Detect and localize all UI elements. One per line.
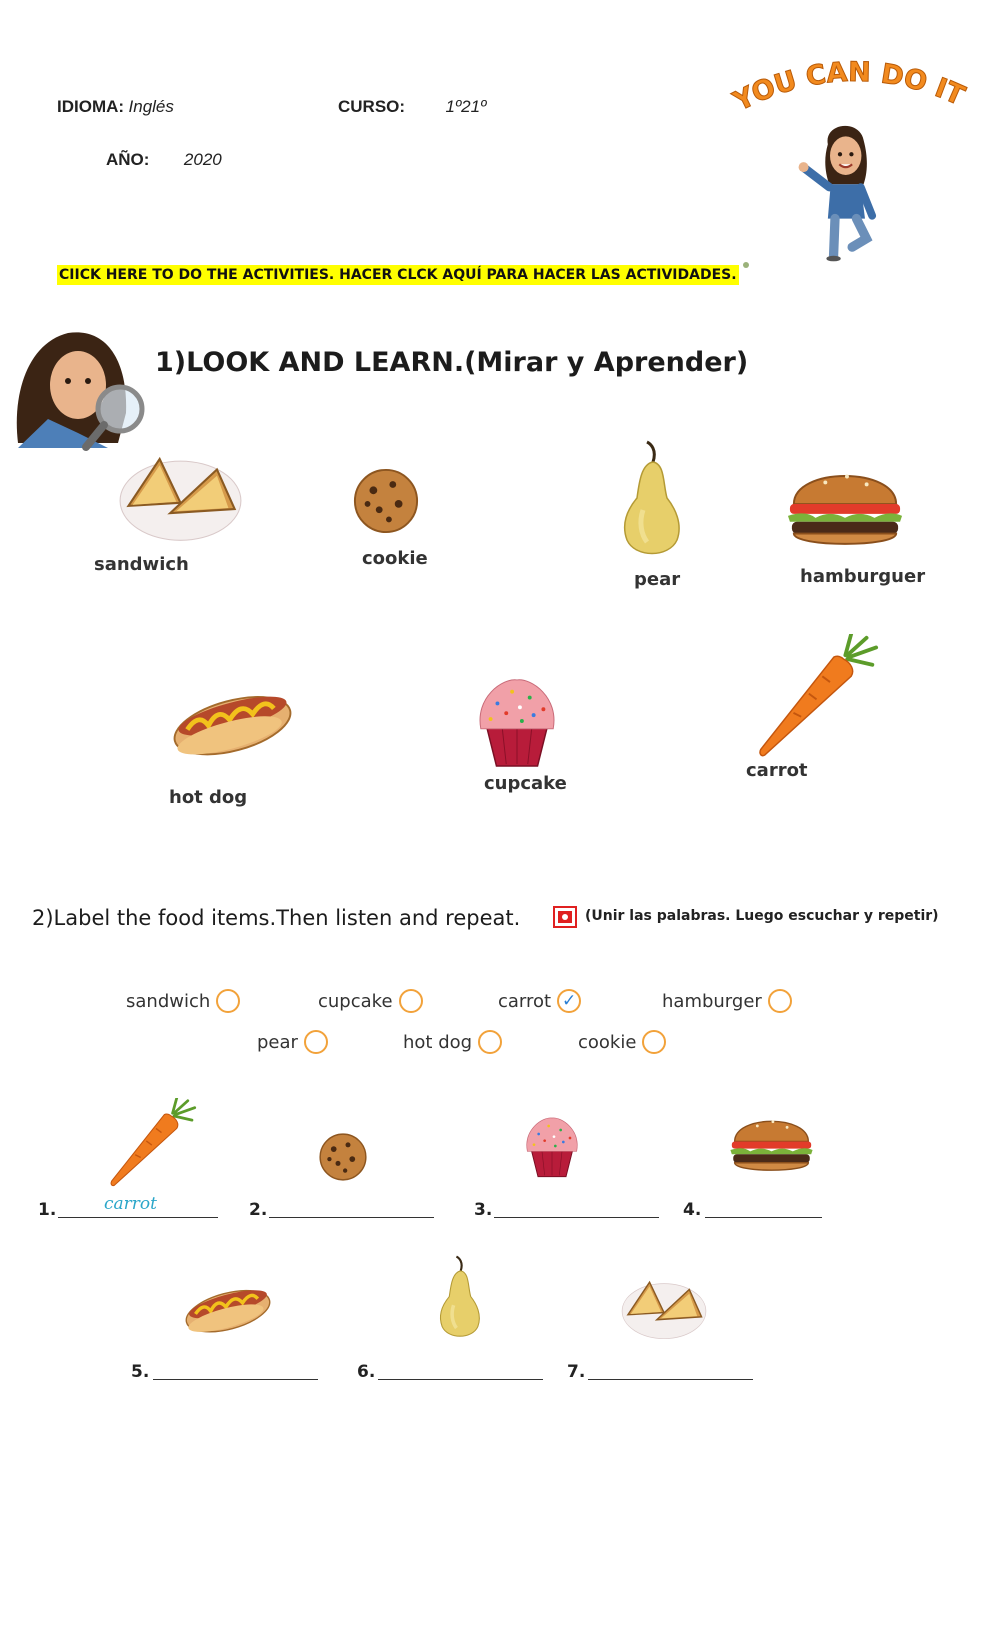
word-bank-word: cupcake xyxy=(318,990,393,1012)
cookie-icon xyxy=(318,1132,368,1182)
word-bank-word: sandwich xyxy=(126,990,211,1012)
bitmoji-avatar-icon xyxy=(795,110,895,270)
word-bank-item xyxy=(662,989,792,1013)
svg-text:YOU CAN DO IT! xyxy=(728,36,970,118)
anio-value: 2020 xyxy=(183,150,222,169)
audio-icon[interactable] xyxy=(553,906,577,928)
food-label-cupcake: cupcake xyxy=(484,773,567,794)
activities-link[interactable]: CIICK HERE TO DO THE ACTIVITIES. HACER CLCK AQUÍ PARA HACER LAS ACTIVIDADES. xyxy=(59,267,737,283)
curso-value: 1º21º xyxy=(445,97,487,116)
hamburger-icon xyxy=(729,1110,814,1178)
avatar-magnifier-icon xyxy=(8,323,148,448)
idioma-value: Inglés xyxy=(128,97,174,116)
answer-number: 6. xyxy=(357,1362,376,1382)
word-bank-word: hamburger xyxy=(662,990,762,1012)
cupcake-icon xyxy=(473,672,561,770)
anio-label: AÑO: xyxy=(106,150,150,169)
answer-input-5[interactable] xyxy=(153,1355,318,1380)
food-label-hotdog: hot dog xyxy=(169,787,248,808)
word-bank-item xyxy=(498,989,581,1013)
word-bank-item xyxy=(403,1030,502,1054)
sandwich-icon xyxy=(118,448,243,543)
hamburger-icon xyxy=(786,460,904,555)
hotdog-icon xyxy=(170,676,295,761)
food-label-sandwich: sandwich xyxy=(94,554,189,575)
answer-number: 3. xyxy=(474,1200,493,1220)
section2-note: (Unir las palabras. Luego escuchar y repetir) xyxy=(585,908,939,924)
answer-input-1[interactable] xyxy=(58,1193,218,1218)
carrot-icon xyxy=(755,634,880,759)
badge-text: YOU CAN DO IT! xyxy=(728,36,970,118)
food-label-pear: pear xyxy=(634,569,681,590)
word-bank-word: hot dog xyxy=(403,1031,473,1053)
word-bank-word: cookie xyxy=(578,1031,637,1053)
word-bank-word: pear xyxy=(257,1031,298,1053)
curso-label: CURSO: xyxy=(338,97,406,116)
answer-input-2[interactable] xyxy=(269,1193,434,1218)
pear-icon xyxy=(435,1255,485,1341)
answer-value: carrot xyxy=(104,1194,157,1214)
answer-number: 2. xyxy=(249,1200,268,1220)
word-bank-circle[interactable] xyxy=(216,989,240,1013)
word-bank-circle[interactable] xyxy=(399,989,423,1013)
cookie-icon xyxy=(352,467,420,535)
hotdog-icon xyxy=(183,1275,273,1337)
anio-field xyxy=(106,150,222,170)
answer-input-4[interactable] xyxy=(705,1193,822,1218)
sandwich-icon xyxy=(619,1275,709,1340)
food-label-carrot: carrot xyxy=(746,760,808,781)
pear-icon xyxy=(617,440,687,560)
word-bank-item xyxy=(578,1030,666,1054)
word-bank-circle[interactable] xyxy=(478,1030,502,1054)
answer-input-3[interactable] xyxy=(494,1193,659,1218)
word-bank-item xyxy=(257,1030,328,1054)
decor-dot xyxy=(743,262,749,268)
word-bank-word: carrot xyxy=(498,990,552,1012)
section2-title: 2)Label the food items.Then listen and repeat. xyxy=(32,906,521,930)
answer-number: 1. xyxy=(38,1200,57,1220)
word-bank-item xyxy=(126,989,240,1013)
answer-number: 7. xyxy=(567,1362,586,1382)
word-bank-circle[interactable]: ✓ xyxy=(557,989,581,1013)
answer-input-7[interactable] xyxy=(588,1355,753,1380)
answer-number: 4. xyxy=(683,1200,702,1220)
word-bank-circle[interactable] xyxy=(768,989,792,1013)
section1-title: 1)LOOK AND LEARN.(Mirar y Aprender) xyxy=(155,347,749,378)
idioma-label: IDIOMA xyxy=(57,97,119,116)
word-bank-item xyxy=(318,989,423,1013)
cupcake-icon xyxy=(522,1112,582,1180)
answer-input-6[interactable] xyxy=(378,1355,543,1380)
answer-number: 5. xyxy=(131,1362,150,1382)
word-bank-circle[interactable] xyxy=(642,1030,666,1054)
word-bank-circle[interactable] xyxy=(304,1030,328,1054)
food-label-cookie: cookie xyxy=(362,548,428,569)
carrot-icon xyxy=(105,1098,200,1188)
curso-field xyxy=(338,97,486,117)
idioma-field: IDIOMA: Inglés xyxy=(57,97,174,116)
food-label-hamburger: hamburguer xyxy=(800,566,926,587)
